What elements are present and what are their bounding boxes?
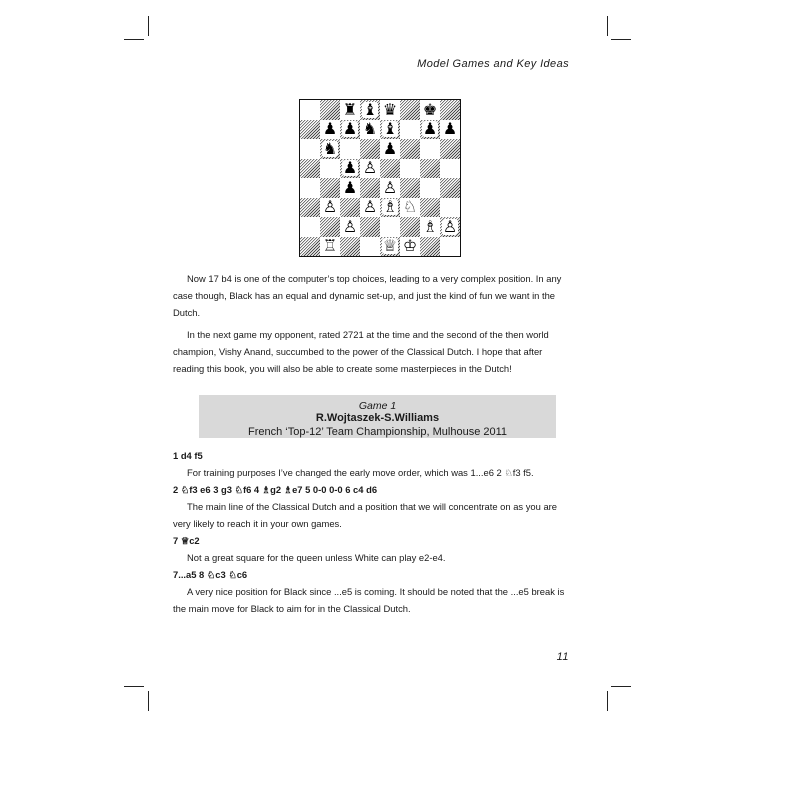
chess-piece: ♗	[382, 197, 398, 217]
chess-piece: ♝	[362, 99, 378, 119]
crop-mark-top-right-h	[611, 39, 631, 40]
board-square	[300, 100, 320, 120]
board-square	[440, 237, 460, 257]
board-square	[440, 100, 460, 120]
board-square	[380, 100, 400, 120]
board-square	[360, 217, 380, 237]
board-square	[380, 198, 400, 218]
chess-piece: ♘	[402, 197, 418, 217]
chess-piece: ♞	[322, 138, 338, 158]
board-square	[440, 159, 460, 179]
board-square	[360, 178, 380, 198]
board-square	[340, 237, 360, 257]
chess-piece: ♟	[342, 158, 358, 178]
board-square	[340, 178, 360, 198]
chess-piece: ♙	[382, 177, 398, 197]
board-square	[340, 217, 360, 237]
game-moves	[173, 447, 573, 617]
board-square	[340, 159, 360, 179]
board-square	[340, 139, 360, 159]
board-square	[360, 198, 380, 218]
board-square	[400, 139, 420, 159]
board-square	[380, 159, 400, 179]
chess-piece: ♟	[382, 138, 398, 158]
board-square	[380, 178, 400, 198]
board-square	[420, 100, 440, 120]
chess-piece: ♙	[362, 158, 378, 178]
board-square	[420, 139, 440, 159]
move-annotation: A very nice position for Black since ...e5 is coming. It should be noted that the ...e5 break is the main move for Black to aim for in the Classical Dutch.	[173, 586, 565, 614]
game-label: Game 1	[358, 400, 397, 412]
board-square	[340, 198, 360, 218]
chess-piece: ♔	[402, 236, 418, 256]
board-square	[400, 120, 420, 140]
move-line: 7...a5 8 ♘c3 ♘c6	[173, 569, 248, 580]
board-square	[380, 139, 400, 159]
crop-mark-bottom-left-v	[148, 691, 149, 711]
chess-piece: ♙	[362, 197, 378, 217]
board-square	[420, 237, 440, 257]
game-header-box	[199, 395, 556, 438]
board-square	[400, 237, 420, 257]
board-square	[320, 237, 340, 257]
board-square	[320, 217, 340, 237]
board-square	[300, 120, 320, 140]
move-annotation: The main line of the Classical Dutch and a position that we will concentrate on as you are very likely to reach it in your own games.	[173, 501, 557, 529]
paragraph-text: Now 17 b4 is one of the computer’s top choices, leading to a very complex position. In any case though, Black has an equal and dynamic set-up, and just the kind of fun we want in the Dutch.	[173, 273, 562, 318]
chess-piece: ♜	[342, 99, 358, 119]
chess-piece: ♚	[422, 99, 438, 119]
chess-piece: ♟	[342, 119, 358, 139]
chess-piece: ♟	[342, 177, 358, 197]
crop-mark-top-right-v	[607, 16, 608, 36]
chess-piece: ♗	[422, 216, 438, 236]
crop-mark-bottom-right-h	[611, 686, 631, 687]
paragraph-text: In the next game my opponent, rated 2721 at the time and the second of the then world champion, Vishy Anand, succumbed to the power of the Classical Dutch. I hope that after reading this book, you will also be able to create some masterpieces in the Dutch!	[173, 329, 549, 374]
board-square	[380, 237, 400, 257]
board-square	[300, 178, 320, 198]
board-square	[300, 198, 320, 218]
board-square	[420, 198, 440, 218]
board-square	[440, 139, 460, 159]
board-square	[400, 100, 420, 120]
crop-mark-top-left-v	[148, 16, 149, 36]
move-line: 2 ♘f3 e6 3 g3 ♘f6 4 ♗g2 ♗e7 5 0-0 0-0 6 c4 d6	[173, 484, 378, 495]
board-square	[360, 139, 380, 159]
board-square	[360, 237, 380, 257]
running-head: Model Games and Key Ideas	[417, 58, 569, 70]
board-square	[340, 100, 360, 120]
board-square	[360, 159, 380, 179]
chess-piece: ♙	[442, 216, 458, 236]
move-line: 7 ♕c2	[173, 535, 200, 546]
move-annotation: Not a great square for the queen unless White can play e2-e4.	[187, 552, 446, 563]
chess-piece: ♙	[322, 197, 338, 217]
chess-diagram	[299, 99, 461, 257]
board-square	[360, 100, 380, 120]
board-square	[440, 178, 460, 198]
board-square	[320, 198, 340, 218]
paragraph-2	[173, 326, 573, 377]
board-square	[420, 120, 440, 140]
board-square	[300, 139, 320, 159]
crop-mark-bottom-left-h	[124, 686, 144, 687]
board-square	[400, 159, 420, 179]
board-square	[420, 217, 440, 237]
board-square	[320, 159, 340, 179]
chess-piece: ♟	[442, 119, 458, 139]
chess-piece: ♙	[342, 216, 358, 236]
chess-piece: ♝	[382, 119, 398, 139]
game-players: R.Wojtaszek-S.Williams	[315, 412, 440, 424]
board-square	[300, 217, 320, 237]
crop-mark-bottom-right-v	[607, 691, 608, 711]
board-square	[320, 178, 340, 198]
game-event: French ‘Top-12’ Team Championship, Mulhouse 2011	[247, 426, 508, 438]
chess-piece: ♟	[322, 119, 338, 139]
board-square	[380, 217, 400, 237]
board-square	[440, 198, 460, 218]
board-square	[400, 217, 420, 237]
board-square	[400, 178, 420, 198]
board-square	[320, 100, 340, 120]
crop-mark-top-left-h	[124, 39, 144, 40]
board-square	[380, 120, 400, 140]
move-line: 1 d4 f5	[173, 450, 203, 461]
board-square	[300, 237, 320, 257]
board-square	[400, 198, 420, 218]
chess-piece: ♞	[362, 119, 378, 139]
chess-piece: ♕	[382, 236, 398, 256]
board-square	[440, 120, 460, 140]
chess-piece: ♖	[322, 236, 338, 256]
board-square	[320, 120, 340, 140]
board-square	[420, 178, 440, 198]
board-square	[440, 217, 460, 237]
board-square	[320, 139, 340, 159]
chess-piece: ♟	[422, 119, 438, 139]
board-square	[420, 159, 440, 179]
board-square	[340, 120, 360, 140]
board-square	[300, 159, 320, 179]
chess-board	[299, 99, 461, 257]
chess-piece: ♛	[382, 99, 398, 119]
move-annotation: For training purposes I’ve changed the early move order, which was 1...e6 2 ♘f3 f5.	[187, 467, 534, 478]
paragraph-1	[173, 270, 573, 321]
board-square	[360, 120, 380, 140]
page-number: 11	[556, 651, 569, 663]
